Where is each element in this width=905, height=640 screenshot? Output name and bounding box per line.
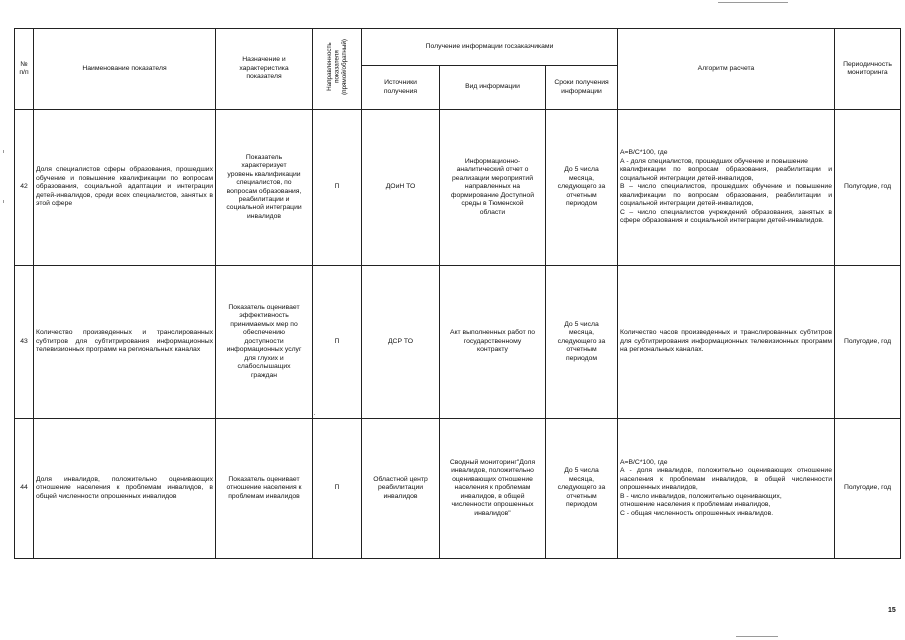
header-source: Источники получения — [362, 66, 440, 110]
row-purpose: Показатель оценивает отношение населения к проблемам инвалидов — [216, 419, 313, 559]
header-name: Наименование показателя — [34, 29, 216, 110]
row-name: Доля специалистов сферы образования, прошедших обучение и повышение квалификации по вопросам образования, социальной адаптации и интеграции детей-инвалидов, среди всех специалистов, занятых в этой сфере — [34, 110, 216, 266]
scan-artifact — [718, 2, 788, 3]
header-direction-text: Направленность показателя (прямой/обратный) — [325, 39, 348, 96]
row-name: Доля инвалидов, положительно оценивающих отношение населения к проблемам инвалидов, в общей численности опрошенных инвалидов — [34, 419, 216, 559]
row-deadline: До 5 числа месяца, следующего за отчетным периодом — [546, 419, 618, 559]
algorithm-line: квалификации по вопросам образования, реабилитации и социальной интеграции детей-инвалидов, — [620, 166, 832, 182]
row-info-type: Информационно- аналитический отчет о реализации мероприятий направленных на формирование Доступной среды в Тюменской области — [440, 110, 546, 266]
row-periodicity: Полугодие, год — [835, 266, 901, 419]
scan-artifact — [736, 636, 778, 637]
algorithm-line: А=В/С*100, где — [620, 458, 668, 466]
row-name: Количество произведенных и транслированных субтитров для субтитрирования информационных телевизионных программ на региональных каналах — [34, 266, 216, 419]
header-purpose: Назначение и характеристика показателя — [216, 29, 313, 110]
row-algorithm — [618, 110, 835, 266]
algorithm-line: С - общая численность опрошенных инвалидов. — [620, 509, 774, 517]
header-info-type: Вид информации — [440, 66, 546, 110]
row-deadline: До 5 числа месяца, следующего за отчетным периодом — [546, 266, 618, 419]
scan-artifact — [3, 150, 4, 153]
table-row — [15, 419, 901, 559]
algorithm-line: А - доля специалистов, прошедших обучение и повышение — [620, 157, 808, 165]
indicators-table — [14, 28, 901, 559]
header-direction — [313, 29, 362, 110]
page-number: 15 — [888, 607, 896, 614]
scan-artifact — [3, 200, 4, 203]
header-deadline: Сроки получения информации — [546, 66, 618, 110]
row-source: Областной центр реабилитации инвалидов — [362, 419, 440, 559]
table-row — [15, 266, 901, 419]
row-source: ДОиН ТО — [362, 110, 440, 266]
algorithm-line: А - доля инвалидов, положительно оценивающих отношение населения к проблемам инвалидов, в общей численности опрошенных инвалидов, — [620, 467, 832, 492]
row-num: 43 — [15, 266, 34, 419]
row-algorithm — [618, 419, 835, 559]
row-purpose: Показатель характеризует уровень квалификации специалистов, по вопросам образования, реабилитации и социальной интеграции инвалидов — [216, 110, 313, 266]
header-num: № п/п — [15, 29, 34, 110]
algorithm-line: Количество часов произведенных и транслированных субтитров для субтитрирования информационных телевизионных программ на региональных каналах. — [620, 329, 832, 354]
algorithm-line: А=В/С*100, где — [620, 149, 668, 157]
algorithm-line: С – число специалистов учреждений образования, занятых в сфере образования и социальной интеграции детей-инвалидов. — [620, 208, 832, 225]
header-obtain-group: Получение информации госзаказчиками — [362, 29, 618, 66]
row-direction: П — [313, 266, 362, 419]
row-info-type: Сводный мониторинг"Доля инвалидов, положительно оценивающих отношение населения к проблемам инвалидов, в общей численности опрошенных инвалидов" — [440, 419, 546, 559]
table-row — [15, 110, 901, 266]
row-direction: П — [313, 110, 362, 266]
algorithm-line: отношение населения к проблемам инвалидов, — [620, 501, 771, 509]
row-info-type: Акт выполненных работ по государственному контракту — [440, 266, 546, 419]
algorithm-line: В - число инвалидов, положительно оценивающих, — [620, 492, 782, 500]
row-purpose: Показатель оценивает эффективность принимаемых мер по обеспечению доступности информационных услуг для глухих и слабослышащих граждан — [216, 266, 313, 419]
row-num: 44 — [15, 419, 34, 559]
row-direction: П — [313, 419, 362, 559]
table-header-row — [15, 29, 901, 66]
row-source: ДСР ТО — [362, 266, 440, 419]
row-num: 42 — [15, 110, 34, 266]
row-algorithm — [618, 266, 835, 419]
header-algorithm: Алгоритм расчета — [618, 29, 835, 110]
row-periodicity: Полугодие, год — [835, 110, 901, 266]
header-periodicity: Периодичность мониторинга — [835, 29, 901, 110]
row-deadline: До 5 числа месяца, следующего за отчетным периодом — [546, 110, 618, 266]
row-periodicity: Полугодие, год — [835, 419, 901, 559]
algorithm-line: В – число специалистов, прошедших обучение и повышение квалификации по вопросам образования, реабилитации и социальной интеграции детей-инвалидов, — [620, 183, 832, 208]
